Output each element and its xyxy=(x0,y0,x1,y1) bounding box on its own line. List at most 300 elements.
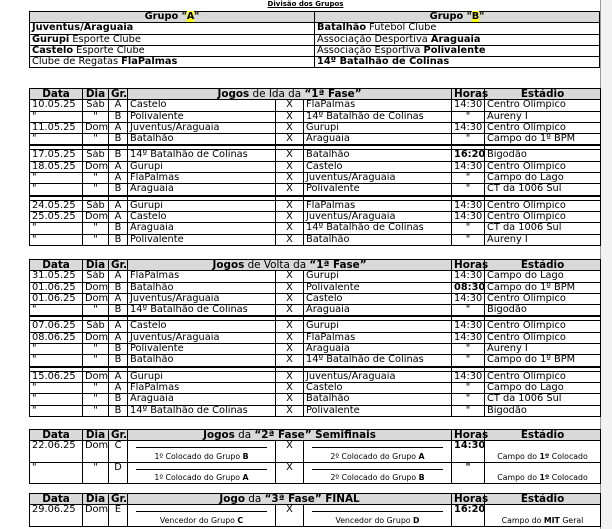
game-day xyxy=(83,211,109,222)
versus-label: X xyxy=(286,393,293,405)
game-date xyxy=(30,394,83,405)
game-day xyxy=(83,122,109,133)
game-time xyxy=(452,234,485,245)
col-header-dia xyxy=(83,494,109,505)
home-team-text: Batalhão xyxy=(130,133,174,145)
game-date-text: 31.05.25 xyxy=(32,270,76,282)
game-date-text: " xyxy=(32,381,37,393)
game-date-text: " xyxy=(32,404,37,416)
stadium-bold: 1º xyxy=(539,473,550,483)
team-prefix: Associação Desportiva xyxy=(317,33,431,45)
game-time-text: 14:30 xyxy=(454,210,483,222)
game-group xyxy=(109,211,128,222)
team-name: 14º Batalhão de Colinas xyxy=(317,56,450,68)
game-time xyxy=(452,305,485,317)
stadium-suffix: Geral xyxy=(559,515,584,525)
game-group xyxy=(109,305,128,317)
team-suffix: Esporte Clube xyxy=(73,44,145,56)
game-group xyxy=(109,134,128,146)
game-row xyxy=(30,293,601,304)
col-header-data xyxy=(30,89,83,100)
stadium xyxy=(485,134,601,146)
game-date xyxy=(30,200,83,211)
stadium xyxy=(485,200,601,211)
away-team-text: Polivalente xyxy=(306,183,360,195)
group-a-team xyxy=(30,23,315,34)
away-team xyxy=(304,282,452,293)
col-header-horas xyxy=(452,429,489,441)
stadium xyxy=(485,462,601,484)
versus-label: X xyxy=(286,461,293,473)
game-group-text: A xyxy=(114,320,122,332)
label-group: A xyxy=(242,473,249,483)
header-label: Horas xyxy=(454,88,489,100)
label-group: B xyxy=(242,451,249,461)
stadium-text: Centro Olímpico xyxy=(487,370,566,382)
header-label: Data xyxy=(42,259,70,271)
home-team-text: Araguaia xyxy=(130,222,174,234)
game-row xyxy=(30,122,601,133)
home-label xyxy=(130,473,273,483)
stadium-label xyxy=(487,473,598,483)
stadium xyxy=(485,394,601,405)
game-row xyxy=(30,344,601,355)
game-day xyxy=(83,305,109,317)
game-group-text: A xyxy=(114,270,122,282)
label-text: 2º Colocado do Grupo xyxy=(330,451,419,461)
header-label: Gr. xyxy=(111,88,128,100)
section-title xyxy=(128,494,452,505)
game-day-text: Dom xyxy=(85,121,109,133)
stadium-label xyxy=(487,452,598,462)
versus-label: X xyxy=(286,404,293,416)
game-day xyxy=(83,505,109,527)
stadium-text: Campo do 1º BPM xyxy=(487,133,576,145)
home-team xyxy=(128,321,276,332)
col-header-estadio xyxy=(485,494,601,505)
game-group-text: B xyxy=(114,354,122,366)
versus-x xyxy=(276,355,304,367)
table-header-row xyxy=(30,494,601,505)
home-team xyxy=(128,150,276,161)
game-group-text: B xyxy=(114,404,122,416)
away-team-text: Juventus/Araguaia xyxy=(306,370,396,382)
game-date-text: " xyxy=(32,354,37,366)
group-row xyxy=(30,57,600,68)
game-date-text: 11.05.25 xyxy=(32,121,76,133)
team-name: Juventus/Araguaia xyxy=(32,22,134,34)
away-team-text: 14º Batalhão de Colinas xyxy=(306,222,424,234)
game-day xyxy=(83,332,109,343)
game-time xyxy=(452,394,485,405)
game-date xyxy=(30,382,83,393)
home-team xyxy=(128,223,276,234)
game-time-text: 14:30 xyxy=(454,292,483,304)
versus-x xyxy=(276,122,304,133)
group-a-team xyxy=(30,45,315,56)
game-time-text: " xyxy=(465,110,471,122)
game-day xyxy=(83,394,109,405)
versus-x xyxy=(276,394,304,405)
game-group xyxy=(109,173,128,184)
stadium xyxy=(485,382,601,393)
game-group xyxy=(109,100,128,111)
game-row xyxy=(30,405,601,416)
game-group xyxy=(109,122,128,133)
game-day-text: " xyxy=(93,233,98,245)
phase-row xyxy=(30,462,601,484)
label-text: Vencedor do Grupo xyxy=(335,515,414,525)
game-time-text: 08:30 xyxy=(454,281,486,293)
group-b-team xyxy=(315,57,600,68)
versus-x xyxy=(276,211,304,222)
away-team xyxy=(304,211,452,222)
stadium-text: Centro Olímpico xyxy=(487,99,566,111)
game-group-text: B xyxy=(114,343,122,355)
game-date-text: 07.06.25 xyxy=(32,320,76,332)
col-header-gr xyxy=(109,430,128,441)
title-part: “1ª Fase” xyxy=(309,259,367,271)
stadium xyxy=(485,282,601,293)
home-team xyxy=(128,122,276,133)
home-team-text: Castelo xyxy=(130,99,167,111)
home-team xyxy=(128,271,276,282)
header-label: Data xyxy=(42,493,70,505)
game-time-text: 14:30 xyxy=(454,320,483,332)
game-day xyxy=(83,321,109,332)
game-day xyxy=(83,184,109,196)
header-label: Horas xyxy=(454,493,489,505)
game-group-text: A xyxy=(114,121,122,133)
header-label: Gr. xyxy=(111,493,128,505)
game-date xyxy=(30,282,83,293)
stadium-prefix: Campo do xyxy=(497,451,540,461)
away-team-text: Batalhão xyxy=(306,233,350,245)
col-header-data xyxy=(30,494,83,505)
away-team xyxy=(304,111,452,122)
game-time xyxy=(452,344,485,355)
game-time-text: " xyxy=(465,233,471,245)
stadium-text: CT da 1006 Sul xyxy=(487,393,562,405)
game-time-text: " xyxy=(465,343,471,355)
phase-row xyxy=(30,441,601,463)
game-row xyxy=(30,332,601,343)
game-group-text: B xyxy=(114,233,122,245)
game-date-text: " xyxy=(32,304,37,316)
game-date xyxy=(30,462,83,484)
stadium xyxy=(485,344,601,355)
stadium xyxy=(485,271,601,282)
game-date xyxy=(30,293,83,304)
team-name: Araguaia xyxy=(430,33,481,45)
versus-x xyxy=(276,200,304,211)
game-date xyxy=(30,211,83,222)
game-day xyxy=(83,173,109,184)
game-group-text: B xyxy=(114,110,122,122)
versus-label: X xyxy=(286,381,293,393)
title-part: FINAL xyxy=(321,493,360,505)
away-team-text: Polivalente xyxy=(306,281,360,293)
home-team xyxy=(128,405,276,416)
stadium-text: Bigodão xyxy=(487,149,527,161)
date-text: 29.06.25 xyxy=(32,504,76,516)
game-time xyxy=(452,282,485,293)
phase-row xyxy=(30,505,601,527)
game-date xyxy=(30,405,83,416)
game-day-text: " xyxy=(93,381,98,393)
home-placeholder xyxy=(128,441,276,463)
game-row xyxy=(30,223,601,234)
home-team-text: Batalhão xyxy=(130,281,174,293)
col-header-gr xyxy=(109,494,128,505)
stadium-text: Campo do 1º BPM xyxy=(487,354,576,366)
col-header-data xyxy=(30,430,83,441)
versus-x xyxy=(276,100,304,111)
stadium xyxy=(485,321,601,332)
game-date xyxy=(30,150,83,161)
final-game-table xyxy=(29,493,601,527)
game-date xyxy=(30,111,83,122)
home-team-text: Juventus/Araguaia xyxy=(130,121,220,133)
game-row xyxy=(30,282,601,293)
header-label: Estádio xyxy=(520,88,565,100)
game-time xyxy=(452,441,485,463)
group-text: C xyxy=(114,440,122,452)
game-date xyxy=(30,332,83,343)
versus-x xyxy=(276,305,304,317)
home-team xyxy=(128,211,276,222)
game-group xyxy=(109,184,128,196)
versus-x xyxy=(276,234,304,245)
game-time xyxy=(452,134,485,146)
home-team-text: Polivalente xyxy=(130,343,184,355)
away-team-text: Castelo xyxy=(306,292,343,304)
game-group-text: A xyxy=(114,381,122,393)
stadium-suffix: Colocado xyxy=(549,451,588,461)
ida-games-table xyxy=(29,88,601,246)
table-header-row xyxy=(30,260,601,271)
away-label xyxy=(306,452,449,462)
home-team xyxy=(128,305,276,317)
home-team xyxy=(128,200,276,211)
group-a-header: Grupo "A" xyxy=(30,12,315,23)
col-header-data xyxy=(30,260,83,271)
game-date xyxy=(30,344,83,355)
away-team xyxy=(304,394,452,405)
group-a-team xyxy=(30,34,315,45)
game-group-text: B xyxy=(114,149,122,161)
stadium xyxy=(485,293,601,304)
away-team-text: Juventus/Araguaia xyxy=(306,172,396,184)
team-name: Gurupi xyxy=(32,33,70,45)
title-part: da xyxy=(244,493,265,505)
entry-line xyxy=(312,469,444,470)
game-date xyxy=(30,161,83,172)
versus-x xyxy=(276,134,304,146)
home-team xyxy=(128,293,276,304)
stadium-bold: MIT xyxy=(543,515,560,525)
col-header-dia xyxy=(83,430,109,441)
game-row xyxy=(30,161,601,172)
game-time-text: " xyxy=(465,133,471,145)
home-team-text: Polivalente xyxy=(130,233,184,245)
game-group-text: A xyxy=(114,172,122,184)
away-team-text: Castelo xyxy=(306,160,343,172)
stadium-text: Centro Olímpico xyxy=(487,199,566,211)
away-team-text: Gurupi xyxy=(306,270,339,282)
versus-label: X xyxy=(286,304,293,316)
day-text: Dom xyxy=(85,440,109,452)
game-group xyxy=(109,371,128,382)
game-day-text: Dom xyxy=(85,160,109,172)
game-row xyxy=(30,234,601,245)
group-row xyxy=(30,23,600,34)
game-day-text: " xyxy=(93,133,98,145)
versus-label: X xyxy=(286,149,293,161)
game-row xyxy=(30,211,601,222)
group-b-header: Grupo "B" xyxy=(315,12,600,23)
game-day-text: " xyxy=(93,393,98,405)
stadium xyxy=(485,122,601,133)
home-placeholder xyxy=(128,505,276,527)
stadium xyxy=(485,223,601,234)
game-date xyxy=(30,271,83,282)
home-team-text: Castelo xyxy=(130,210,167,222)
header-label: Estádio xyxy=(520,493,565,505)
game-date-text: 08.06.25 xyxy=(32,331,76,343)
versus-label: X xyxy=(286,331,293,343)
group-b-team xyxy=(315,23,600,34)
stadium-text: Aureny I xyxy=(487,233,528,245)
home-team-text: FlaPalmas xyxy=(130,270,180,282)
versus-x xyxy=(276,293,304,304)
away-team-text: FlaPalmas xyxy=(306,331,356,343)
stadium xyxy=(485,150,601,161)
game-row xyxy=(30,200,601,211)
away-team xyxy=(304,305,452,317)
group-row xyxy=(30,45,600,56)
stadium-text: Aureny I xyxy=(487,110,528,122)
away-team xyxy=(304,150,452,161)
game-date-text: 01.06.25 xyxy=(32,292,76,304)
away-placeholder xyxy=(304,441,452,463)
game-row xyxy=(30,100,601,111)
header-label: Dia xyxy=(85,493,106,505)
stadium xyxy=(485,100,601,111)
game-group xyxy=(109,111,128,122)
game-time xyxy=(452,382,485,393)
stadium-text: CT da 1006 Sul xyxy=(487,183,562,195)
versus-label: X xyxy=(286,172,293,184)
game-time xyxy=(452,223,485,234)
title-part: da xyxy=(234,429,255,441)
away-team xyxy=(304,223,452,234)
label-text: 2º Colocado do Grupo xyxy=(330,473,419,483)
game-time xyxy=(452,173,485,184)
game-date-text: " xyxy=(32,222,37,234)
away-team xyxy=(304,200,452,211)
game-day-text: Sáb xyxy=(86,149,105,161)
game-row xyxy=(30,173,601,184)
game-group xyxy=(109,332,128,343)
home-team xyxy=(128,371,276,382)
scrollbar-strip xyxy=(600,0,612,529)
versus-x xyxy=(276,321,304,332)
header-label: Data xyxy=(42,88,70,100)
title-part: “3ª Fase” xyxy=(264,493,322,505)
game-time xyxy=(452,505,485,527)
versus-x xyxy=(276,441,304,463)
header-label: Gr. xyxy=(111,259,128,271)
header-label: Dia xyxy=(85,259,106,271)
versus-x xyxy=(276,405,304,416)
team-name: Polivalente xyxy=(423,44,486,56)
away-team xyxy=(304,382,452,393)
versus-label: X xyxy=(286,199,293,211)
versus-label: X xyxy=(286,504,293,516)
versus-label: X xyxy=(286,133,293,145)
title-part: de Ida da xyxy=(249,88,305,100)
game-date-text: " xyxy=(32,133,37,145)
game-day xyxy=(83,462,109,484)
away-team-text: Araguaia xyxy=(306,133,350,145)
game-time-text: 14:30 xyxy=(454,121,483,133)
game-time xyxy=(452,271,485,282)
away-team-text: Batalhão xyxy=(306,149,350,161)
game-group xyxy=(109,282,128,293)
group-row xyxy=(30,34,600,45)
versus-label: X xyxy=(286,210,293,222)
versus-x xyxy=(276,462,304,484)
header-label: Data xyxy=(42,429,70,441)
game-date xyxy=(30,355,83,367)
home-team-text: Gurupi xyxy=(130,370,163,382)
away-team xyxy=(304,293,452,304)
home-team xyxy=(128,282,276,293)
stadium-text: CT da 1006 Sul xyxy=(487,222,562,234)
home-label xyxy=(130,452,273,462)
header-label: Estádio xyxy=(520,259,565,271)
away-team xyxy=(304,234,452,245)
header-label: Horas xyxy=(454,429,489,441)
away-label xyxy=(306,516,449,526)
team-suffix: Esporte Clube xyxy=(69,33,141,45)
group-a-letter: A xyxy=(186,11,195,22)
home-team-text: Gurupi xyxy=(130,160,163,172)
group-text: E xyxy=(114,504,122,516)
team-suffix: Futebol Clube xyxy=(366,22,437,34)
game-group-text: B xyxy=(114,133,122,145)
stadium xyxy=(485,405,601,416)
game-group xyxy=(109,293,128,304)
label-text: 1º Colocado do Grupo xyxy=(154,473,243,483)
time-text: 16:20 xyxy=(454,504,486,516)
game-day-text: Sáb xyxy=(86,320,105,332)
game-group xyxy=(109,344,128,355)
game-group xyxy=(109,441,128,463)
versus-label: X xyxy=(286,121,293,133)
game-day-text: " xyxy=(93,354,98,366)
game-date xyxy=(30,122,83,133)
game-day-text: " xyxy=(93,343,98,355)
game-time xyxy=(452,355,485,367)
versus-x xyxy=(276,271,304,282)
game-time xyxy=(452,321,485,332)
home-team xyxy=(128,173,276,184)
stadium-label xyxy=(487,516,598,526)
game-group-text: A xyxy=(114,199,122,211)
day-text: Dom xyxy=(85,504,109,516)
